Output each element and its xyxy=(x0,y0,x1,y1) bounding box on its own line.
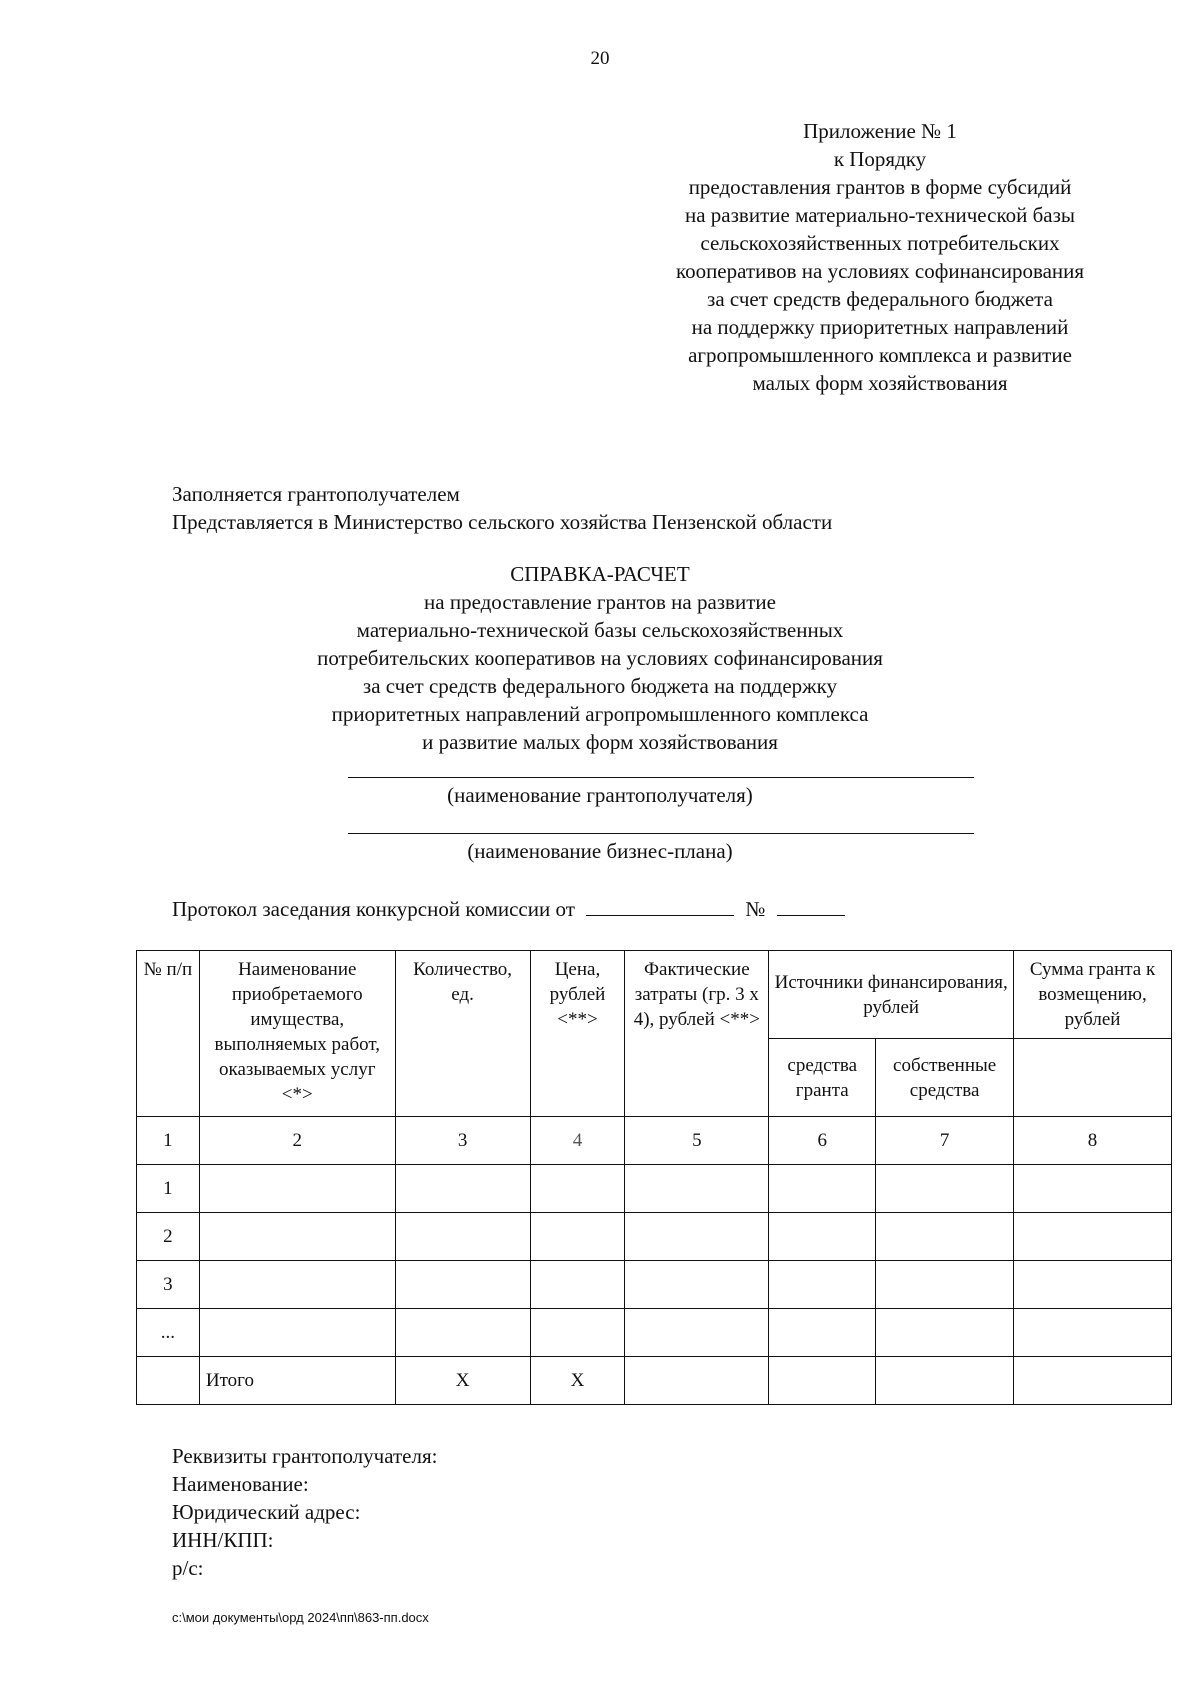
table-cell[interactable] xyxy=(395,1261,530,1309)
appendix-line: к Порядку xyxy=(833,147,927,171)
table-cell[interactable] xyxy=(1014,1357,1172,1405)
header-funding-sources: Источники финансирования, рублей xyxy=(769,951,1014,1039)
title-line: СПРАВКА-РАСЧЕТ xyxy=(510,562,690,586)
appendix-line: на развитие материально-технической базы xyxy=(685,203,1075,227)
table-cell[interactable] xyxy=(876,1357,1014,1405)
requisite-name: Наименование: xyxy=(172,1472,309,1496)
column-number-row xyxy=(137,1117,1172,1165)
number-sign: № xyxy=(745,897,766,921)
table-cell[interactable] xyxy=(530,1309,625,1357)
table-cell[interactable] xyxy=(876,1309,1014,1357)
header-price: Цена, рублей <**> xyxy=(530,951,625,1117)
table-cell[interactable] xyxy=(625,1213,769,1261)
header-item-name: Наименование приобретаемого имущества, выполняемых работ, оказываемых услуг <*> xyxy=(199,951,395,1117)
appendix-line: за счет средств федерального бюджета xyxy=(707,287,1053,311)
requisites-heading: Реквизиты грантополучателя: xyxy=(172,1444,438,1468)
column-number: 6 xyxy=(769,1117,876,1165)
table-row xyxy=(137,1261,1172,1309)
table-cell[interactable] xyxy=(625,1261,769,1309)
appendix-line: агропромышленного комплекса и развитие xyxy=(688,343,1072,367)
title-line: материально-технической базы сельскохозяйственных xyxy=(356,618,844,642)
table-cell[interactable] xyxy=(769,1165,876,1213)
row-number: 2 xyxy=(137,1213,200,1261)
table-row xyxy=(137,1309,1172,1357)
file-path-footer: c:\мои документы\орд 2024\пп\863-пп.docx xyxy=(172,1610,429,1625)
table-cell[interactable] xyxy=(1014,1165,1172,1213)
table-cell xyxy=(137,1357,200,1405)
table-cell[interactable] xyxy=(625,1357,769,1405)
page-number: 20 xyxy=(590,48,610,69)
appendix-line: сельскохозяйственных потребительских xyxy=(700,231,1060,255)
table-cell[interactable] xyxy=(530,1165,625,1213)
appendix-line: на поддержку приоритетных направлений xyxy=(691,315,1069,339)
total-row xyxy=(137,1357,1172,1405)
header-own-funds: собственные средства xyxy=(876,1039,1014,1117)
header-actual-costs: Фактические затраты (гр. 3 х 4), рублей <**> xyxy=(625,951,769,1117)
column-number: 1 xyxy=(137,1117,200,1165)
table-cell[interactable] xyxy=(1014,1309,1172,1357)
table-row xyxy=(137,1165,1172,1213)
table-cell[interactable] xyxy=(876,1213,1014,1261)
appendix-line: предоставления грантов в форме субсидий xyxy=(688,175,1072,199)
table-cell[interactable] xyxy=(1014,1261,1172,1309)
appendix-line: кооперативов на условиях софинансирования xyxy=(675,259,1085,283)
table-cell[interactable] xyxy=(395,1309,530,1357)
column-number: 7 xyxy=(876,1117,1014,1165)
table-cell[interactable] xyxy=(625,1165,769,1213)
grantee-name-line[interactable] xyxy=(348,777,974,778)
protocol-date-field[interactable] xyxy=(586,895,734,916)
row-number: 3 xyxy=(137,1261,200,1309)
title-line: и развитие малых форм хозяйствования xyxy=(422,730,778,754)
total-label: Итого xyxy=(199,1357,395,1405)
column-number: 8 xyxy=(1014,1117,1172,1165)
table-cell[interactable] xyxy=(395,1165,530,1213)
title-line: приоритетных направлений агропромышленного комплекса xyxy=(331,702,869,726)
filler-note xyxy=(172,480,832,536)
table-cell[interactable] xyxy=(199,1213,395,1261)
table-cell[interactable] xyxy=(199,1309,395,1357)
table-row xyxy=(137,1213,1172,1261)
appendix-line: малых форм хозяйствования xyxy=(752,371,1008,395)
column-number: 2 xyxy=(199,1117,395,1165)
table-cell[interactable] xyxy=(769,1309,876,1357)
table-cell[interactable] xyxy=(769,1261,876,1309)
total-quantity-mark: Х xyxy=(395,1357,530,1405)
title-line: на предоставление грантов на развитие xyxy=(424,590,776,614)
filled-by-text: Заполняется грантополучателем xyxy=(172,482,460,506)
table-cell[interactable] xyxy=(530,1261,625,1309)
table-cell[interactable] xyxy=(199,1261,395,1309)
table-cell[interactable] xyxy=(769,1213,876,1261)
header-grant-sum: Сумма гранта к возмещению, рублей xyxy=(1014,951,1172,1039)
table-cell[interactable] xyxy=(530,1213,625,1261)
protocol-number-field[interactable] xyxy=(777,895,845,916)
header-grant-sum-blank xyxy=(1014,1039,1172,1117)
business-plan-caption: (наименование бизнес-плана) xyxy=(467,839,733,863)
row-number: ... xyxy=(137,1309,200,1357)
column-number: 3 xyxy=(395,1117,530,1165)
grantee-requisites xyxy=(172,1442,437,1582)
appendix-line: Приложение № 1 xyxy=(803,119,957,143)
table-cell[interactable] xyxy=(199,1165,395,1213)
table-cell[interactable] xyxy=(625,1309,769,1357)
requisite-legal-address: Юридический адрес: xyxy=(172,1500,361,1524)
requisite-inn-kpp: ИНН/КПП: xyxy=(172,1528,274,1552)
header-quantity: Количество, ед. xyxy=(395,951,530,1117)
requisite-account: р/с: xyxy=(172,1556,204,1580)
header-grant-funds: средства гранта xyxy=(769,1039,876,1117)
business-plan-line[interactable] xyxy=(348,833,974,834)
table-cell[interactable] xyxy=(395,1213,530,1261)
column-number: 4 xyxy=(530,1117,625,1165)
table-cell[interactable] xyxy=(876,1261,1014,1309)
protocol-line xyxy=(172,895,851,923)
protocol-label: Протокол заседания конкурсной комиссии от xyxy=(172,897,575,921)
column-number: 5 xyxy=(625,1117,769,1165)
title-line: потребительских кооперативов на условиях софинансирования xyxy=(317,646,883,670)
submitted-to-text: Представляется в Министерство сельского хозяйства Пензенской области xyxy=(172,510,833,534)
header-row-number: № п/п xyxy=(137,951,200,1117)
appendix-reference xyxy=(640,117,1120,397)
grantee-caption: (наименование грантополучателя) xyxy=(447,783,753,807)
table-cell[interactable] xyxy=(1014,1213,1172,1261)
row-number: 1 xyxy=(137,1165,200,1213)
table-cell[interactable] xyxy=(876,1165,1014,1213)
table-cell[interactable] xyxy=(769,1357,876,1405)
title-line: за счет средств федерального бюджета на поддержку xyxy=(362,674,838,698)
total-price-mark: Х xyxy=(530,1357,625,1405)
calculation-table xyxy=(136,950,1172,1405)
document-title xyxy=(300,560,900,756)
